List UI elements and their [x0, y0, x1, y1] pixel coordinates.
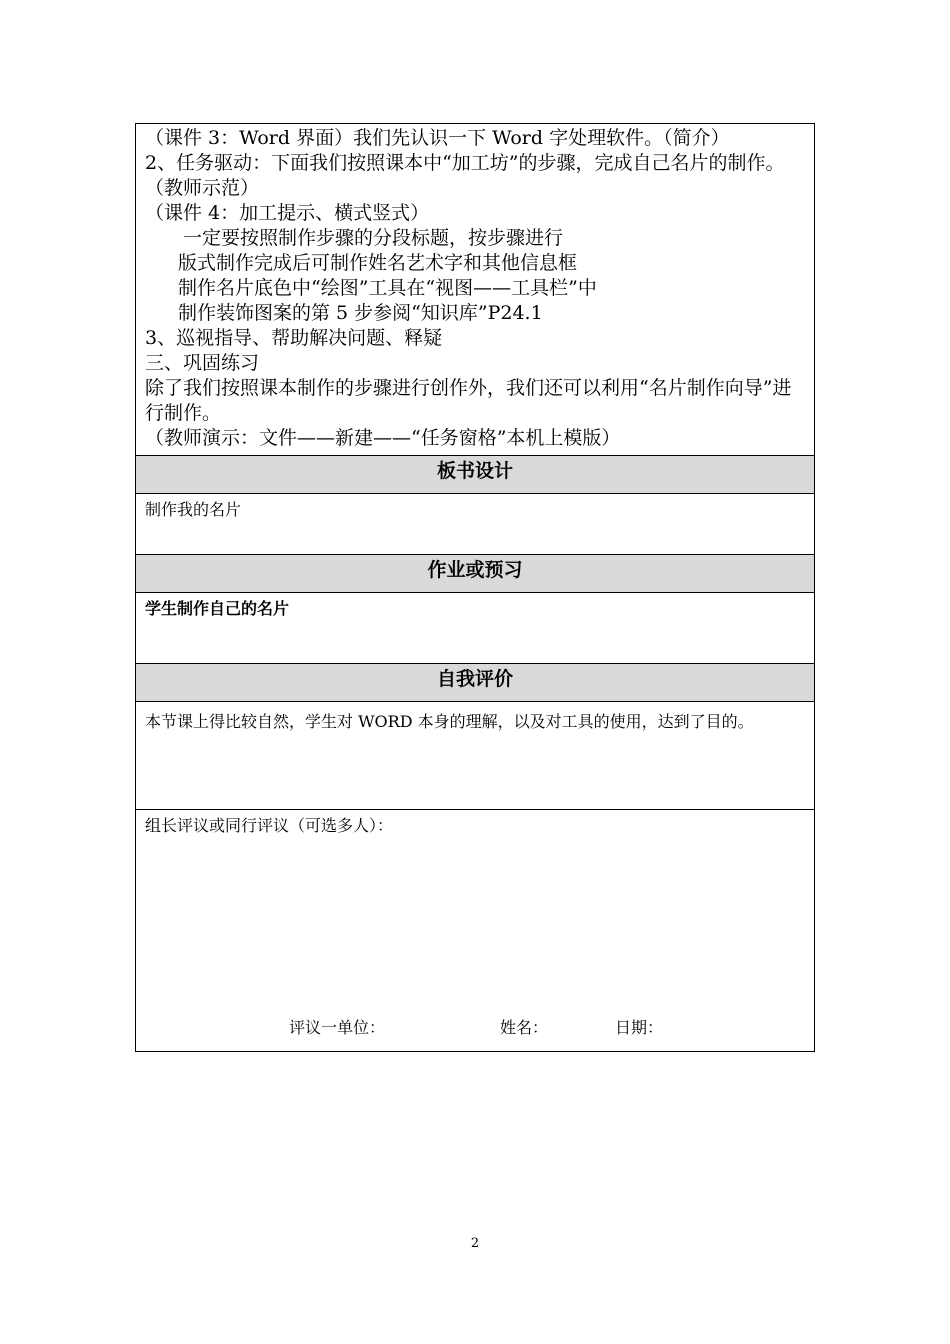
self-evaluation-header: 自我评价: [136, 663, 814, 701]
lesson-plan-table: [135, 123, 815, 1052]
process-line: 一定要按照制作步骤的分段标题，按步骤进行: [183, 227, 564, 249]
homework-content: 学生制作自己的名片: [136, 592, 814, 663]
process-line: 版式制作完成后可制作姓名艺术字和其他信息框: [178, 252, 578, 274]
board-design-content: 制作我的名片: [136, 493, 814, 554]
process-line: （课件 4：加工提示、横式竖式）: [145, 202, 430, 224]
evaluation-date-label: 日期：: [615, 1018, 664, 1037]
process-line: （课件 3：Word 界面）我们先认识一下 Word 字处理软件。（简介）: [145, 127, 730, 149]
process-line: 2、任务驱动：下面我们按照课本中“加工坊”的步骤，完成自己名片的制作。: [145, 152, 785, 174]
process-line: 除了我们按照课本制作的步骤进行创作外，我们还可以利用“名片制作向导”进行制作。: [145, 377, 792, 424]
self-evaluation-content: 本节课上得比较自然，学生对 WORD 本身的理解，以及对工具的使用，达到了目的。: [136, 701, 814, 809]
process-line: 制作装饰图案的第 5 步参阅“知识库”P24.1: [178, 302, 543, 324]
process-line: （教师示范）: [145, 177, 260, 199]
evaluator-name-label: 姓名：: [500, 1018, 549, 1037]
page-number: 2: [470, 1236, 480, 1251]
board-design-header: 板书设计: [136, 455, 814, 493]
peer-evaluation-label: 组长评议或同行评议（可选多人）：: [145, 816, 394, 835]
process-line: （教师演示：文件——新建——“任务窗格”本机上模版）: [145, 427, 621, 449]
process-line: 制作名片底色中“绘图”工具在“视图——工具栏”中: [178, 277, 597, 299]
homework-header: 作业或预习: [136, 554, 814, 592]
evaluator-unit-label: 评议一单位：: [289, 1018, 386, 1037]
process-line: 三、巩固练习: [145, 352, 260, 374]
teaching-process-cell: [136, 124, 814, 455]
peer-evaluation-cell: [136, 809, 814, 1051]
process-line: 3、巡视指导、帮助解决问题、释疑: [145, 327, 443, 349]
